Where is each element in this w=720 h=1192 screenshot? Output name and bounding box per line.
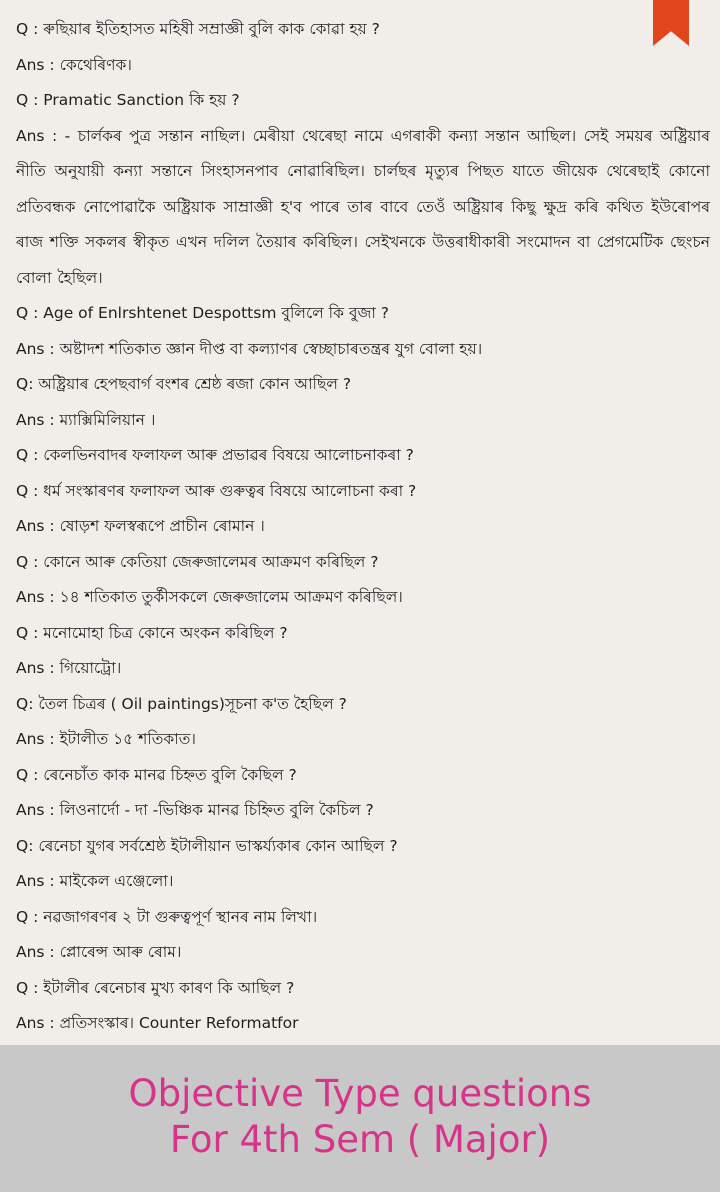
caption-line-1: Objective Type questions	[128, 1072, 592, 1115]
qa-line: Ans : লিওনাৰ্দো - দা -ভিঞ্চিক মানৱ চিহ্নিত বুলি কৈচিল ?	[16, 801, 374, 819]
qa-line: Ans : প্ৰতিসংস্কাৰ। Counter Reformatfor	[16, 1014, 299, 1032]
qa-line: Q: অষ্ট্ৰিয়াৰ হেপছবাৰ্গ বংশৰ শ্ৰেষ্ঠ ৰজা কোন আছিল ?	[16, 375, 352, 393]
qa-line: Q : ৰুছিয়াৰ ইতিহাসত মহিষী সম্ৰাজ্ঞী বুলি কাক কোৱা হয় ?	[16, 20, 380, 38]
qa-content	[16, 12, 710, 1042]
qa-line: Q : ধৰ্ম সংস্কাৰণৰ ফলাফল আৰু গুৰুত্বৰ বিষয়ে আলোচনা কৰা ?	[16, 481, 417, 500]
qa-line: Ans : কেথেৰিণক।	[16, 55, 132, 74]
qa-line: Q : Age of Enlrshtenet Despottsm বুলিলে কি বুজা ?	[16, 304, 390, 322]
caption-banner	[0, 1045, 720, 1192]
qa-line: Ans : ষোড়শ ফলস্বৰূপে প্ৰাচীন ৰোমান ।	[16, 517, 265, 535]
qa-line: Ans : ১৪ শতিকাত তুৰ্কীসকলে জেৰুজালেম আক্ৰমণ কৰিছিল।	[16, 588, 403, 606]
qa-answer-paragraph: Ans : - চাৰ্লকৰ পুত্ৰ সন্তান নাছিল। মেৰীয়া থেৰেছা নামে এগৰাকী কন্যা সন্তান আছিল। সেই সময়ৰ অষ্ট্ৰিয়াৰ নীতি অনুযায়ী কন্যা সন্তানে সিংহাসনপাব নোৱাৰিছিল। চাৰ্লছৰ মৃত্যুৰ পিছত যাতে জীয়েক থেৰেছাই কোনো প্ৰতিবন্ধক নোপোৱাকৈ অষ্ট্ৰিয়াক সাম্ৰাজ্ঞী হ'ব পাৰে তাৰ বাবে তেওঁ অষ্ট্ৰিয়াৰ কিছু ক্ষুদ্ৰ কৰি কথিত ইউৰোপৰ ৰাজ শক্তি সকলৰ স্বীকৃত এখন দলিল তৈয়াৰ কৰিছিল। সেইখনকে উত্তৰাধীকাৰী সংমোদন বা প্ৰেগমেটিক ছেংচন বোলা হৈছিল।	[16, 126, 710, 287]
qa-line: Ans : ম্যাক্সিমিলিয়ান ।	[16, 410, 156, 429]
qa-line: Q : মনোমোহা চিত্ৰ কোনে অংকন কৰিছিল ?	[16, 623, 288, 642]
caption-line-2: For 4th Sem ( Major)	[169, 1118, 551, 1161]
qa-line: Q : Pramatic Sanction কি হয় ?	[16, 91, 240, 109]
qa-line: Q: ৰেনেচা যুগৰ সৰ্বশ্ৰেষ্ঠ ইটালীয়ান ভাস্কৰ্য্যকাৰ কোন আছিল ?	[16, 836, 398, 855]
qa-line: Q : কেলভিনবাদৰ ফলাফল আৰু প্ৰভাৱৰ বিষয়ে আলোচনাকৰা ?	[16, 446, 414, 464]
qa-line: Q : ইটালীৰ ৰেনেচাৰ মুখ্য কাৰণ কি আছিল ?	[16, 978, 295, 997]
qa-line: Ans : অষ্টাদশ শতিকাত জ্ঞান দীপ্ত বা কল্যাণৰ স্বেচ্ছাচাৰতন্ত্ৰৰ যুগ বোলা হয়।	[16, 339, 483, 358]
qa-line: Ans : ইটালীত ১৫ শতিকাত।	[16, 730, 196, 748]
qa-line: Q : ৰেনেচাঁত কাক মানৱ চিহ্নত বুলি কৈছিল ?	[16, 765, 297, 784]
qa-line: Q: তৈল চিত্ৰৰ ( Oil paintings)সূচনা ক'ত হৈছিল ?	[16, 694, 347, 713]
qa-line: Ans : গিয়োট্ৰো।	[16, 659, 122, 677]
qa-line: Q : কোনে আৰু কেতিয়া জেৰুজালেমৰ আক্ৰমণ কৰিছিল ?	[16, 552, 379, 571]
qa-line: Ans : মাইকেল এঞ্জেলো।	[16, 872, 174, 890]
qa-line: Q : নৱজাগৰণৰ ২ টা গুৰুত্বপূৰ্ণ স্থানৰ নাম লিখা।	[16, 907, 318, 926]
qa-line: Ans : প্লোৰেন্স আৰু ৰোম।	[16, 943, 182, 961]
